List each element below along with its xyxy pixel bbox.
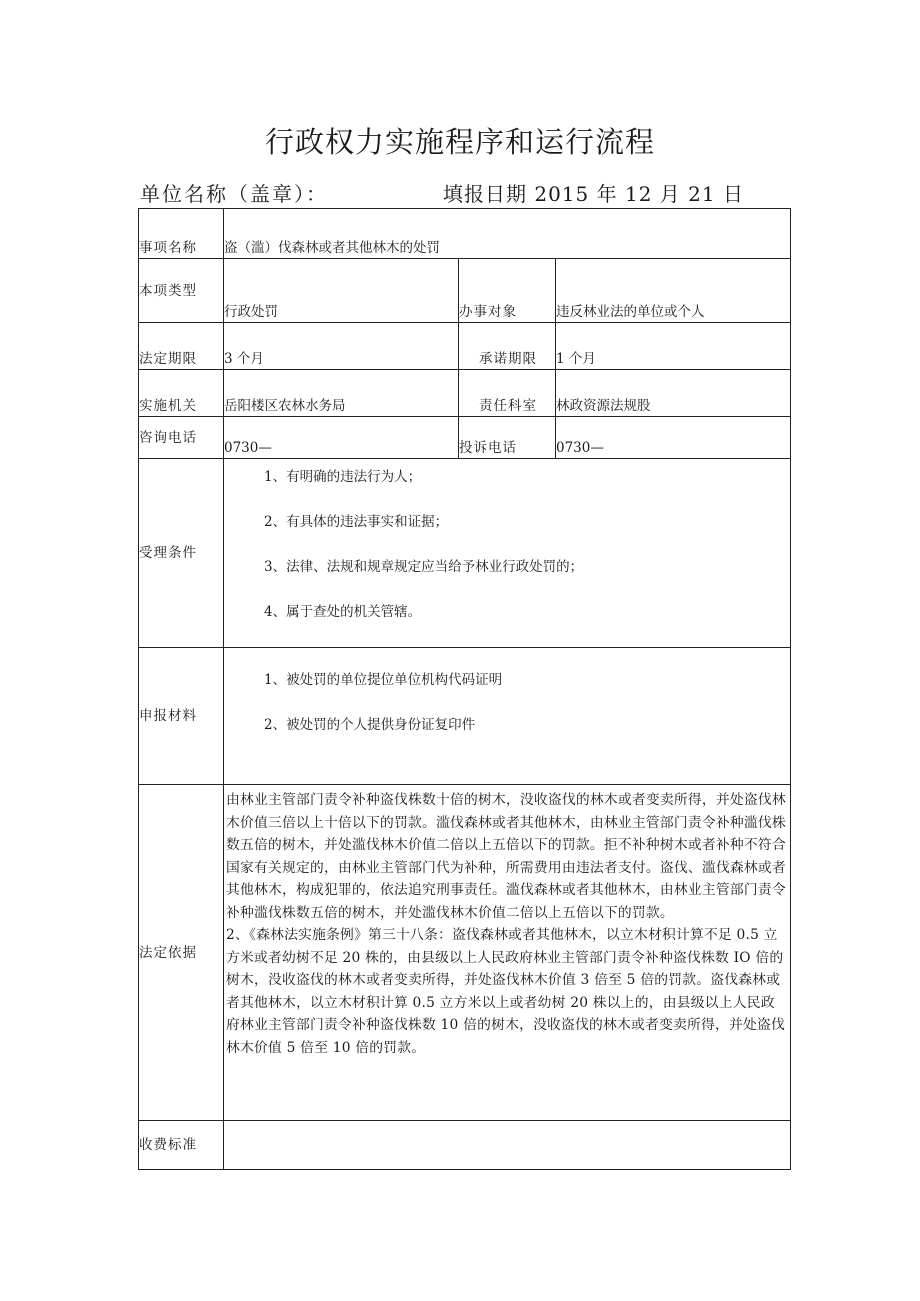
- fee-standard-value: [224, 1121, 791, 1170]
- agency-label: 实施机关: [139, 370, 224, 417]
- legal-basis-content: [224, 785, 791, 1121]
- item-name-value: 盗（滥）伐森林或者其他林木的处罚: [224, 209, 791, 259]
- item-name-label: 事项名称: [139, 209, 224, 259]
- conditions-content: [224, 459, 791, 648]
- legal-period-value: 3 个月: [224, 323, 459, 370]
- conditions-label: 受理条件: [139, 459, 224, 648]
- item-type-label: 本项类型: [139, 259, 224, 323]
- condition-item: 1、有明确的违法行为人；: [264, 469, 422, 485]
- complaint-phone-value: 0730—: [556, 417, 791, 459]
- row-item-type: [139, 259, 791, 323]
- row-fee-standard: [139, 1121, 791, 1170]
- promise-period-label: 承诺期限: [459, 323, 556, 370]
- department-label: 责任科室: [459, 370, 556, 417]
- fee-standard-label: 收费标准: [139, 1121, 224, 1170]
- consult-phone-label: 咨询电话: [139, 417, 224, 459]
- process-form-table: [138, 208, 791, 1170]
- condition-item: 4、属于查处的机关管辖。: [264, 604, 422, 620]
- material-item: 2、被处罚的个人提供身份证复印件: [264, 717, 476, 733]
- page-title: 行政权力实施程序和运行流程: [264, 125, 655, 159]
- fill-date: 填报日期 2015 年 12 月 21 日: [443, 182, 744, 206]
- promise-period-value: 1 个月: [556, 323, 791, 370]
- material-item: 1、被处罚的单位提位单位机构代码证明: [264, 672, 503, 688]
- materials-content: [224, 648, 791, 785]
- legal-basis-label: 法定依据: [139, 785, 224, 1121]
- row-legal-basis: [139, 785, 791, 1121]
- row-agency: [139, 370, 791, 417]
- item-type-value: 行政处罚: [224, 259, 459, 323]
- department-value: 林政资源法规股: [556, 370, 791, 417]
- row-phone: [139, 417, 791, 459]
- legal-basis-paragraph: 由林业主管部门责令补种盗伐株数十倍的树木，没收盗伐的林木或者变卖所得，并处盗伐林木价值三倍以上十倍以下的罚款。滥伐森林或者其他林木，由林业主管部门责令补种滥伐株数五倍的树木，并处滥伐林木价值二倍以上五倍以下的罚款。拒不补种树木或者补种不符合国家有关规定的，由林业主管部门代为补种，所需费用由违法者支付。盗伐、滥伐森林或者其他林木，构成犯罪的，依法追究刑事责任。滥伐森林或者其他林木，由林业主管部门责令补种滥伐株数五倍的树木，并处滥伐林木价值二倍以上五倍以下的罚款。: [226, 792, 786, 921]
- legal-period-label: 法定期限: [139, 323, 224, 370]
- condition-item: 3、法律、法规和规章规定应当给予林业行政处罚的；: [264, 559, 584, 575]
- row-conditions: [139, 459, 791, 648]
- legal-basis-paragraph: 2、《森林法实施条例》第三十八条：盗伐森林或者其他林木，以立木材积计算不足 0.5 立方米或者幼树不足 20 株的，由县级以上人民政府林业主管部门责令补种盗伐株数 IO 倍的树木，没收盗伐的林木或者变卖所得，并处盗伐林木价值 3 倍至 5 倍的罚款。盗伐森林或者其他林木，以立木材积计算 0.5 立方米以上或者幼树 20 株以上的，由县级以上人民政府林业主管部门责令补种盗伐株数 10 倍的树木，没收盗伐的林木或者变卖所得，并处盗伐林木价值 5 倍至 10 倍的罚款。: [226, 927, 786, 1056]
- row-item-name: [139, 209, 791, 259]
- agency-value: 岳阳楼区农林水务局: [224, 370, 459, 417]
- consult-phone-value: 0730—: [224, 417, 459, 459]
- complaint-phone-label: 投诉电话: [459, 417, 556, 459]
- condition-item: 2、有具体的违法事实和证据；: [264, 514, 449, 530]
- target-value: 违反林业法的单位或个人: [556, 259, 791, 323]
- materials-label: 申报材料: [139, 648, 224, 785]
- unit-name-label: 单位名称（盖章）：: [140, 182, 328, 206]
- row-period: [139, 323, 791, 370]
- row-materials: [139, 648, 791, 785]
- target-label: 办事对象: [459, 259, 556, 323]
